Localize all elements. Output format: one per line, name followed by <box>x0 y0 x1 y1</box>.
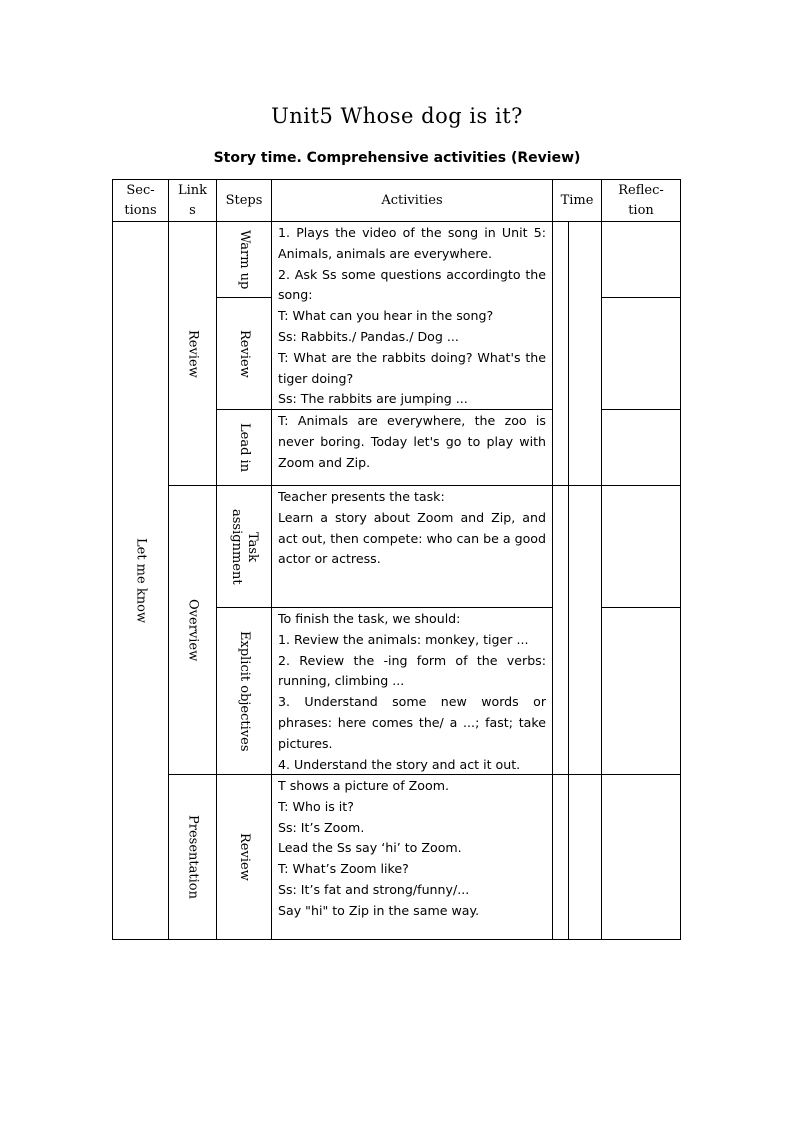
activity-line: Learn a story about Zoom and Zip, and act out, then compete: who can be a good actor or actress. <box>278 509 546 567</box>
header-activities: Activities <box>381 192 443 208</box>
activity-block-objectives <box>278 609 546 775</box>
activity-block-presentation <box>278 776 546 922</box>
activity-line: Say "hi" to Zip in the same way. <box>278 902 480 918</box>
activity-line: 2. Ask Ss some questions accordingto the song: <box>278 266 546 303</box>
activity-line: T: Who is it? <box>278 798 354 814</box>
header-sections: Sec- tions <box>124 182 157 218</box>
activity-line: 2. Review the -ing form of the verbs: running, climbing ... <box>278 652 546 689</box>
activity-line: T: What can you hear in the song? <box>278 308 494 324</box>
activity-line: 1. Review the animals: monkey, tiger ... <box>278 631 529 647</box>
activity-line: 4. Understand the story and act it out. <box>278 756 521 772</box>
step-review-presentation: Review <box>237 833 252 881</box>
link-overview: Overview <box>185 598 201 662</box>
activity-block-lead-in <box>278 411 546 473</box>
activity-line: 1. Plays the video of the song in Unit 5: Animals, animals are everywhere. <box>278 225 546 261</box>
step-review: Review <box>237 329 252 378</box>
step-lead-in: Lead in <box>237 422 252 473</box>
section-label: Let me know <box>133 537 149 624</box>
activity-line: Lead the Ss say ‘hi’ to Zoom. <box>278 840 462 856</box>
activity-line: T: What’s Zoom like? <box>278 861 409 877</box>
header-reflection: Reflec- tion <box>618 182 664 218</box>
activity-line: To finish the task, we should: <box>278 611 461 626</box>
step-explicit-objectives: Explicit objectives <box>237 630 252 752</box>
document-subtitle: Story time. Comprehensive activities (Review) <box>213 150 581 166</box>
activity-line: Ss: Rabbits./ Pandas./ Dog ... <box>278 328 459 344</box>
link-presentation: Presentation <box>185 815 201 899</box>
header-links: Link s <box>177 182 208 218</box>
header-steps: Steps <box>225 192 263 208</box>
activity-line: T shows a picture of Zoom. <box>278 778 449 793</box>
activity-line: T: Animals are everywhere, the zoo is never boring. Today let's go to play with Zoom and Zip. <box>278 413 546 470</box>
activity-block-task <box>278 487 546 570</box>
document-title: Unit5 Whose dog is it? <box>271 104 523 128</box>
activity-line: Ss: The rabbits are jumping ... <box>278 391 468 407</box>
activity-line: Ss: It’s Zoom. <box>278 819 365 835</box>
step-task-assignment: Task assignment <box>229 508 260 585</box>
header-time: Time <box>560 192 594 208</box>
activity-line: 3. Understand some new words or phrases: here comes the/ a ...; fast; take pictures. <box>278 694 546 751</box>
activity-block-warm-up <box>278 223 546 410</box>
step-warm-up: Warm up <box>237 229 252 290</box>
activity-line: Ss: It’s fat and strong/funny/... <box>278 881 470 897</box>
link-review: Review <box>185 329 201 378</box>
activity-line: T: What are the rabbits doing? What's the tiger doing? <box>278 349 546 386</box>
activity-line: Teacher presents the task: <box>278 489 445 504</box>
